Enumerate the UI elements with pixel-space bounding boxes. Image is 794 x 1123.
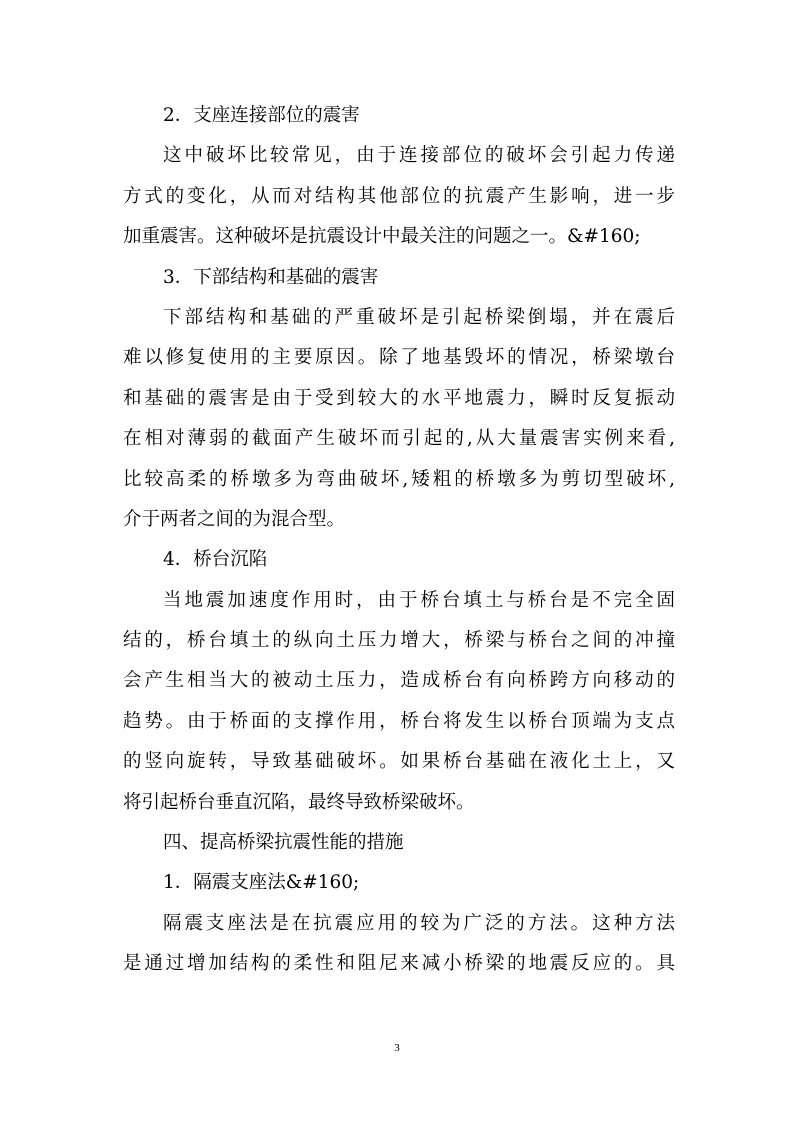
paragraph-line: 加重震害。这种破坏是抗震设计中最关注的问题之一。&#160; — [123, 226, 641, 248]
body-text — [123, 96, 675, 985]
page-number: 3 — [394, 1042, 400, 1054]
section-heading: 3．下部结构和基础的震害 — [163, 266, 379, 288]
section-heading: 2．支座连接部位的震害 — [163, 105, 360, 126]
section-heading: 1．隔震支座法&#160; — [163, 872, 360, 894]
paragraph-line: 会产生相当大的被动土压力，造成桥台有向桥跨方向移动的 — [123, 670, 675, 692]
paragraph-line: 比较高柔的桥墩多为弯曲破坏,矮粗的桥墩多为剪切型破坏, — [123, 468, 675, 490]
paragraph-line: 下部结构和基础的严重破坏是引起桥梁倒塌，并在震后 — [163, 306, 675, 328]
paragraph-line: 这中破坏比较常见，由于连接部位的破坏会引起力传递 — [163, 145, 675, 167]
paragraph-line: 结的，桥台填土的纵向土压力增大，桥梁与桥台之间的冲撞 — [123, 630, 675, 652]
paragraph-line: 当地震加速度作用时，由于桥台填土与桥台是不完全固 — [163, 589, 675, 611]
paragraph-line: 在相对薄弱的截面产生破坏而引起的,从大量震害实例来看, — [123, 428, 675, 450]
section-heading: 4．桥台沉陷 — [163, 549, 268, 571]
paragraph-line: 介于两者之间的为混合型。 — [123, 508, 346, 530]
section-heading: 四、提高桥梁抗震性能的措施 — [163, 832, 404, 854]
paragraph-line: 将引起桥台垂直沉陷，最终导致桥梁破坏。 — [123, 791, 475, 813]
paragraph-line: 和基础的震害是由于受到较大的水平地震力，瞬时反复振动 — [123, 387, 675, 409]
paragraph-line: 的竖向旋转，导致基础破坏。如果桥台基础在液化土上，又 — [123, 751, 675, 773]
paragraph-line: 方式的变化，从而对结构其他部位的抗震产生影响，进一步 — [123, 185, 675, 207]
paragraph-line: 趋势。由于桥面的支撑作用，桥台将发生以桥台顶端为支点 — [123, 710, 675, 732]
paragraph-line: 是通过增加结构的柔性和阻尼来减小桥梁的地震反应的。具 — [123, 953, 675, 975]
paragraph-line: 难以修复使用的主要原因。除了地基毁坏的情况，桥梁墩台 — [123, 347, 675, 369]
paragraph-line: 隔震支座法是在抗震应用的较为广泛的方法。这种方法 — [163, 912, 675, 934]
